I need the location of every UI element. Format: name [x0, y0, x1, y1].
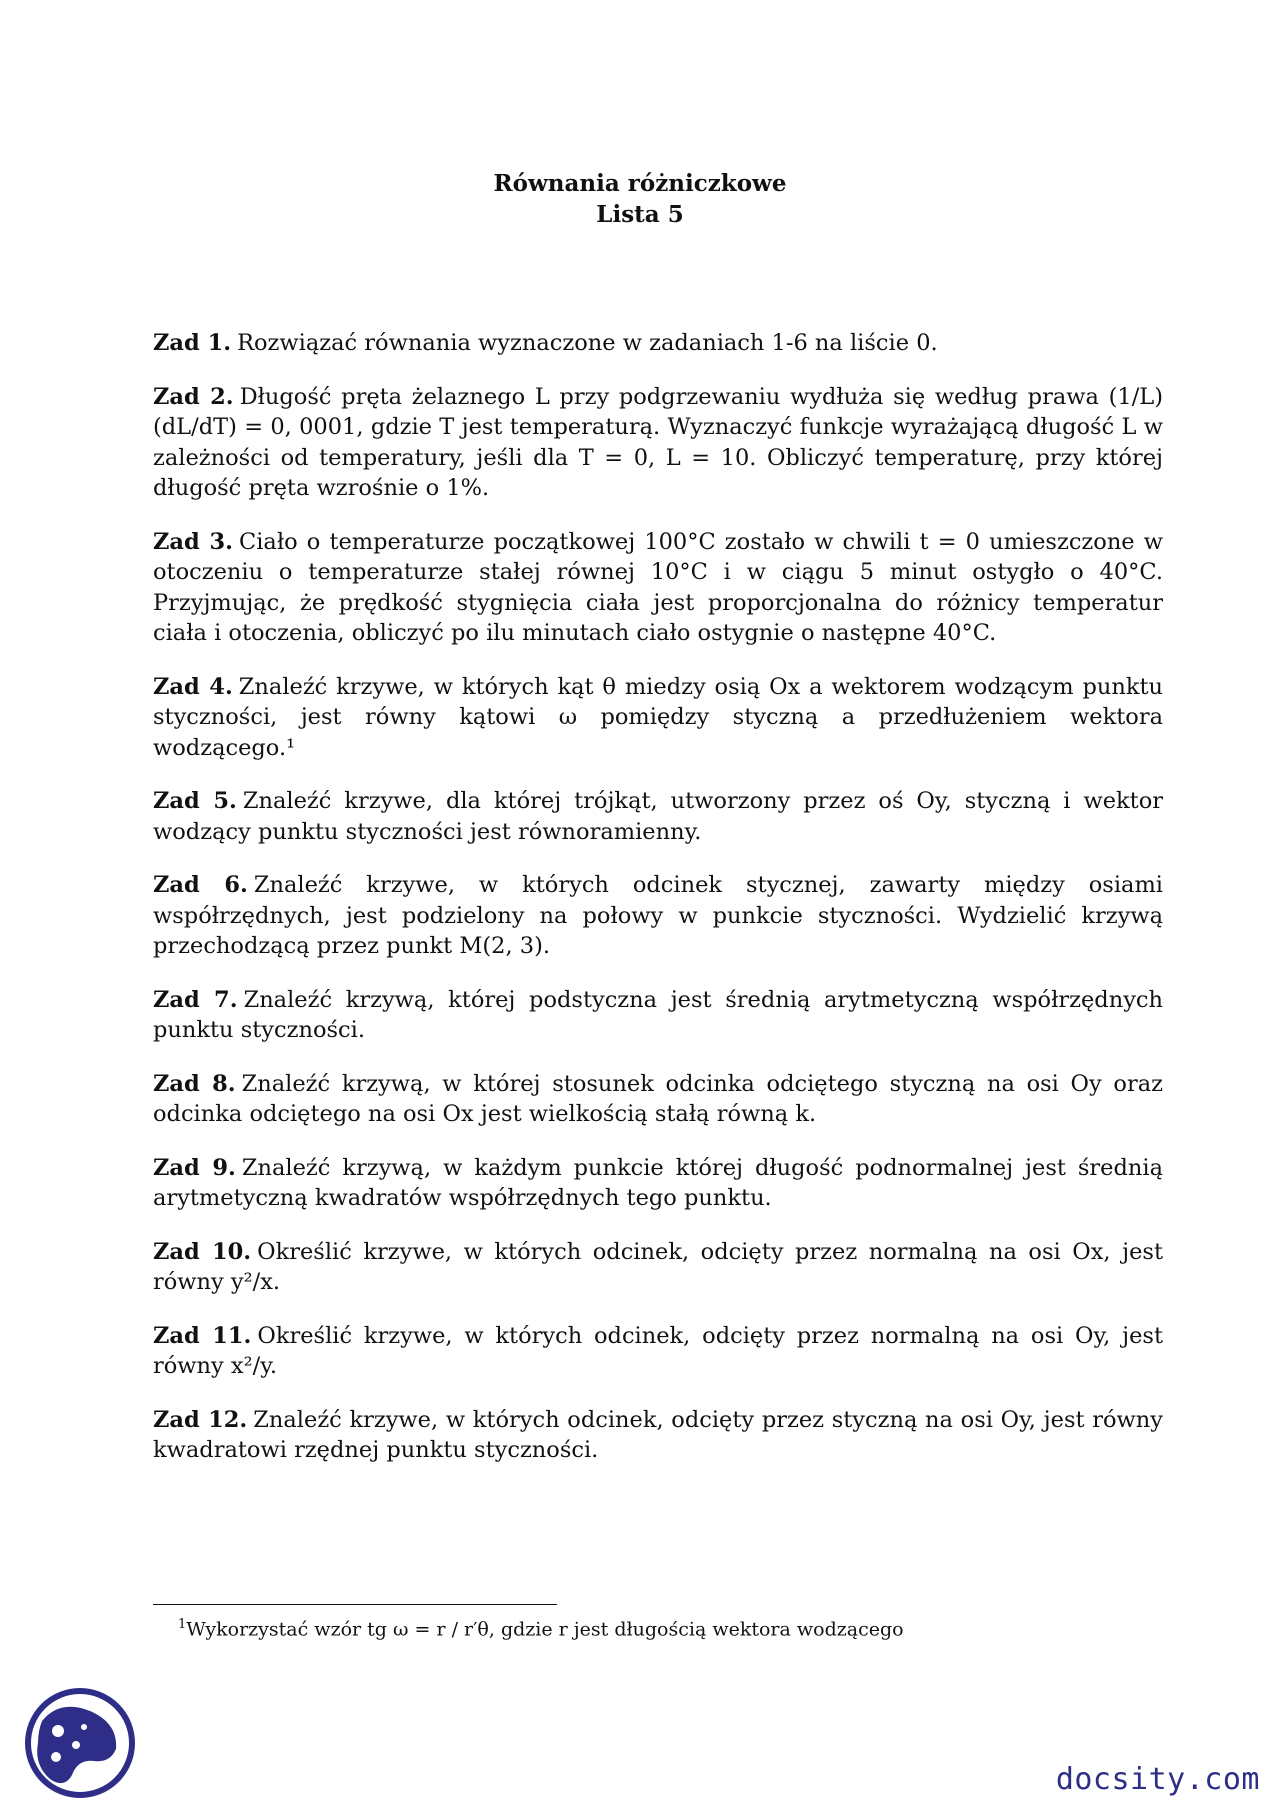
document-title: Równania różniczkowe [493, 170, 787, 197]
problem-text: Określić krzywe, w których odcinek, odcięty przez normalną na osi Oy, jest równy x²/y. [153, 1322, 1163, 1379]
footnote-divider [153, 1604, 557, 1605]
problem-text: Znaleźć krzywe, dla której trójkąt, utworzony przez oś Oy, styczną i wektor wodzący punktu styczności jest równoramienny. [153, 788, 1164, 845]
problem-list [153, 328, 1163, 1489]
problem-12 [153, 1405, 1163, 1466]
problem-text: Określić krzywe, w których odcinek, odcięty przez normalną na osi Ox, jest równy y²/x. [153, 1238, 1163, 1295]
problem-text: Długość pręta żelaznego L przy podgrzewaniu wydłuża się według prawa (1/L)(dL/dT) = 0, 0001, gdzie T jest temperaturą. Wyznaczyć funkcje wyrażającą długość L w zależności od temperatury, jeśli dla T = 0, L = 10. Obliczyć temperaturę, przy której długość pręta wzrośnie o 1%. [153, 383, 1163, 501]
problem-11 [153, 1321, 1163, 1382]
footnote-mark: 1 [178, 1617, 187, 1632]
problem-text: Rozwiązać równania wyznaczone w zadaniach 1-6 na liście 0. [237, 330, 938, 356]
page-title [0, 168, 1280, 230]
docsity-logo-icon[interactable] [20, 1687, 140, 1801]
document-subtitle: Lista 5 [596, 201, 684, 228]
problem-text: Znaleźć krzywe, w których odcinek, odcięty przez styczną na osi Oy, jest równy kwadratowi rzędnej punktu styczności. [153, 1406, 1163, 1463]
docsity-watermark[interactable]: docsity.com [1055, 1762, 1260, 1797]
problem-label: Zad 2. [153, 383, 234, 410]
problem-label: Zad 6. [153, 872, 248, 898]
problem-label: Zad 3. [153, 528, 234, 555]
problem-text: Znaleźć krzywą, w której stosunek odcinka odciętego styczną na osi Oy oraz odcinka odciętego na osi Ox jest wielkością stałą równą k. [153, 1070, 1163, 1127]
problem-4 [153, 672, 1163, 764]
problem-label: Zad 10. [153, 1238, 252, 1265]
problem-text: Ciało o temperaturze początkowej 100°C zostało w chwili t = 0 umieszczone w otoczeniu o temperaturze stałej równej 10°C i w ciągu 5 minut ostygło o 40°C. Przyjmując, że prędkość stygnięcia ciała jest proporcjonalna do różnicy temperatur ciała i otoczenia, obliczyć po ilu minutach ciało ostygnie o następne 40°C. [153, 528, 1163, 646]
problem-3 [153, 527, 1163, 649]
problem-label: Zad 9. [153, 1154, 236, 1181]
footnote [178, 1612, 1158, 1642]
problem-text: Znaleźć krzywe, w których odcinek stycznej, zawarty między osiami współrzędnych, jest podzielony na połowy w punkcie styczności. Wydzielić krzywą przechodzącą przez punkt M(2, 3). [153, 872, 1164, 959]
problem-1 [153, 328, 1163, 359]
problem-7 [153, 985, 1163, 1046]
problem-label: Zad 4. [153, 673, 233, 700]
problem-label: Zad 7. [153, 986, 238, 1013]
problem-9 [153, 1153, 1163, 1214]
problem-label: Zad 8. [153, 1070, 236, 1097]
problem-5 [153, 786, 1163, 847]
problem-label: Zad 1. [153, 330, 232, 356]
problem-label: Zad 11. [153, 1322, 252, 1349]
problem-text: Znaleźć krzywe, w których kąt θ miedzy osią Ox a wektorem wodzącym punktu styczności, jest równy kątowi ω pomiędzy styczną a przedłużeniem wektora wodzącego.¹ [153, 673, 1163, 761]
problem-text: Znaleźć krzywą, której podstyczna jest średnią arytmetyczną współrzędnych punktu styczności. [153, 986, 1164, 1043]
problem-label: Zad 12. [153, 1406, 248, 1433]
problem-label: Zad 5. [153, 788, 237, 814]
problem-10 [153, 1237, 1163, 1298]
problem-8 [153, 1069, 1163, 1130]
problem-2 [153, 382, 1163, 504]
problem-6 [153, 870, 1163, 962]
problem-text: Znaleźć krzywą, w każdym punkcie której długość podnormalnej jest średnią arytmetyczną kwadratów współrzędnych tego punktu. [153, 1154, 1163, 1211]
footnote-text: Wykorzystać wzór tg ω = r / r′θ, gdzie r jest długością wektora wodzącego [186, 1618, 904, 1641]
